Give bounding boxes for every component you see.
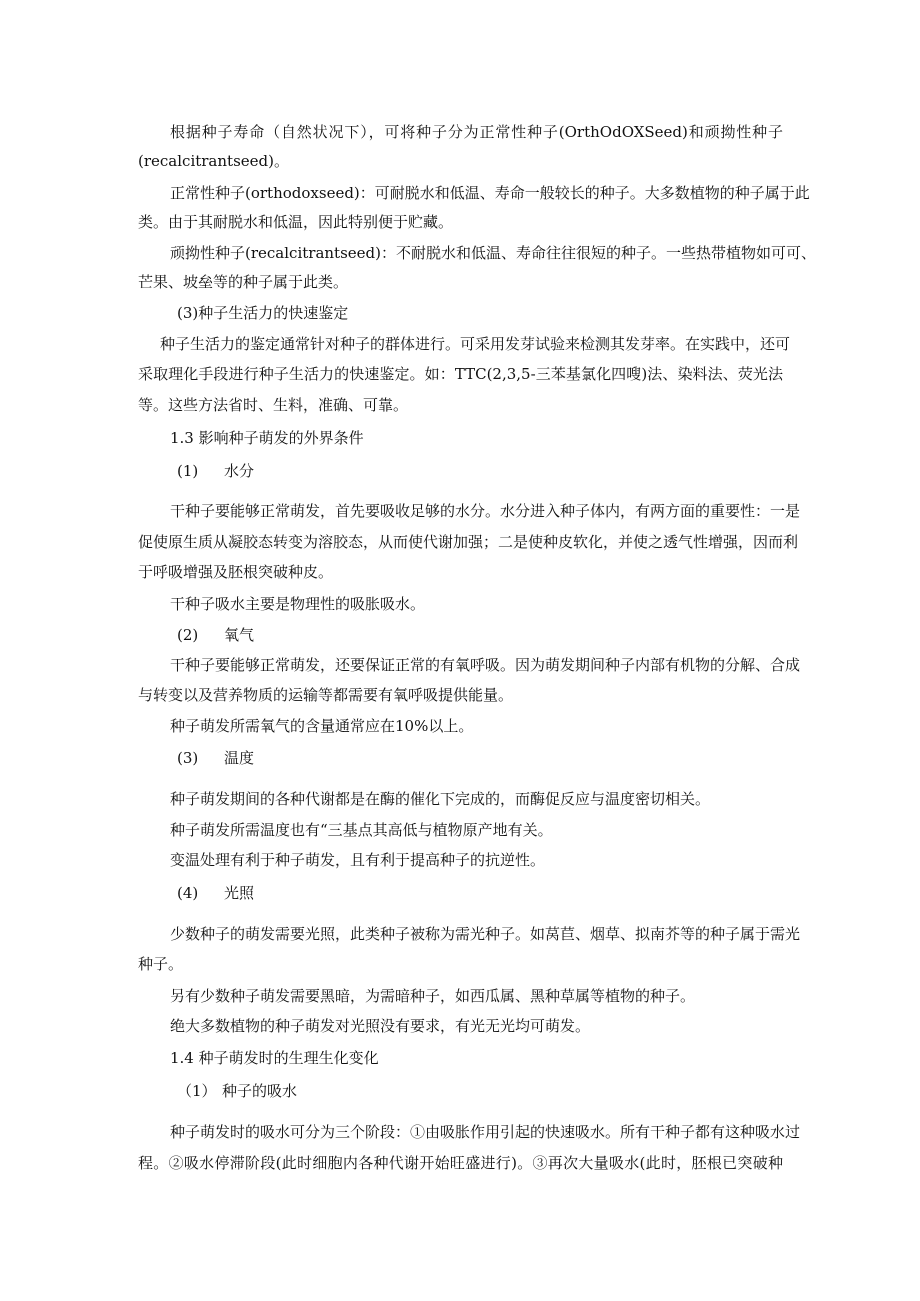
paragraph-line: 干种子要能够正常萌发，首先要吸收足够的水分。水分进入种子体内，有两方面的重要性：一是 <box>170 502 801 520</box>
paragraph-line: 于呼吸增强及胚根突破种皮。 <box>138 563 334 581</box>
paragraph-line: 变温处理有利于种子萌发，且有利于提高种子的抗逆性。 <box>170 851 546 869</box>
paragraph-line: 种子萌发所需氧气的含量通常应在10%以上。 <box>170 717 474 735</box>
paragraph-line: 绝大多数植物的种子萌发对光照没有要求，有光无光均可萌发。 <box>170 1017 591 1035</box>
paragraph-line: 根据种子寿命（自然状况下），可将种子分为正常性种子(OrthOdOXSeed)和顽拗性种子 <box>170 123 783 141</box>
paragraph-line: 促使原生质从凝胶态转变为溶胶态，从而使代谢加强；二是使种皮软化，并使之透气性增强，因而利 <box>138 533 799 551</box>
paragraph-line: 另有少数种子萌发需要黑暗，为需暗种子，如西瓜属、黑种草属等植物的种子。 <box>170 987 696 1005</box>
section-heading: 1.4 种子萌发时的生理生化变化 <box>170 1049 379 1067</box>
paragraph-line: 干种子要能够正常萌发，还要保证正常的有氧呼吸。因为萌发期间种子内部有机物的分解、合成 <box>170 656 801 674</box>
heading-text: 光照 <box>224 884 255 902</box>
paragraph-line: 芒果、坡垒等的种子属于此类。 <box>138 273 349 291</box>
heading-text: 种子的吸水 <box>222 1082 298 1100</box>
subheading <box>177 625 254 645</box>
heading-number: （1） <box>177 1082 217 1100</box>
heading-number: (2) <box>177 626 199 644</box>
paragraph-line: 与转变以及营养物质的运输等都需要有氧呼吸提供能量。 <box>138 686 514 704</box>
heading-text: 水分 <box>224 462 255 480</box>
subheading <box>177 748 254 768</box>
paragraph-line: 种子。 <box>138 955 184 973</box>
paragraph-line: 顽拗性种子(recalcitrantseed)：不耐脱水和低温、寿命往往很短的种子。一些热带植物如可可、 <box>170 244 816 262</box>
paragraph-line: 少数种子的萌发需要光照，此类种子被称为需光种子。如莴苣、烟草、拟南芥等的种子属于需光 <box>170 925 801 943</box>
heading-number: (4) <box>177 884 199 902</box>
heading-text: 温度 <box>224 749 255 767</box>
heading-number: (3) <box>177 749 199 767</box>
section-heading: 1.3 影响种子萌发的外界条件 <box>170 429 364 447</box>
paragraph-line: 干种子吸水主要是物理性的吸胀吸水。 <box>170 595 426 613</box>
paragraph-line: 采取理化手段进行种子生活力的快速鉴定。如：TTC(2,3,5-三苯基氯化四嗖)法、染料法、荧光法 <box>138 365 783 383</box>
paragraph-line: 种子萌发期间的各种代谢都是在酶的催化下完成的，而酶促反应与温度密切相关。 <box>170 790 711 808</box>
paragraph-line: 种子萌发所需温度也有“三基点其高低与植物原产地有关。 <box>170 821 553 839</box>
paragraph-line: 种子生活力的鉴定通常针对种子的群体进行。可采用发芽试验来检测其发芽率。在实践中，还可 <box>160 335 791 353</box>
subheading <box>177 883 254 903</box>
paragraph-line: 种子萌发时的吸水可分为三个阶段：①由吸胀作用引起的快速吸水。所有干种子都有这种吸水过 <box>170 1123 801 1141</box>
subheading <box>177 1081 297 1101</box>
paragraph-line: 程。②吸水停滞阶段(此时细胞内各种代谢开始旺盛进行)。③再次大量吸水(此时，胚根已突破种 <box>138 1154 783 1172</box>
subheading <box>177 461 254 481</box>
heading-text: 氧气 <box>224 626 255 644</box>
paragraph-line: 等。这些方法省时、生料，准确、可靠。 <box>138 396 409 414</box>
paragraph-line: 类。由于其耐脱水和低温，因此特别便于贮藏。 <box>138 213 454 231</box>
paragraph-line: (recalcitrantseed)。 <box>138 152 289 170</box>
subheading: (3)种子生活力的快速鉴定 <box>177 304 349 322</box>
paragraph-line: 正常性种子(orthodoxseed)：可耐脱水和低温、寿命一般较长的种子。大多数植物的种子属于此 <box>170 184 810 202</box>
heading-number: (1) <box>177 462 199 480</box>
